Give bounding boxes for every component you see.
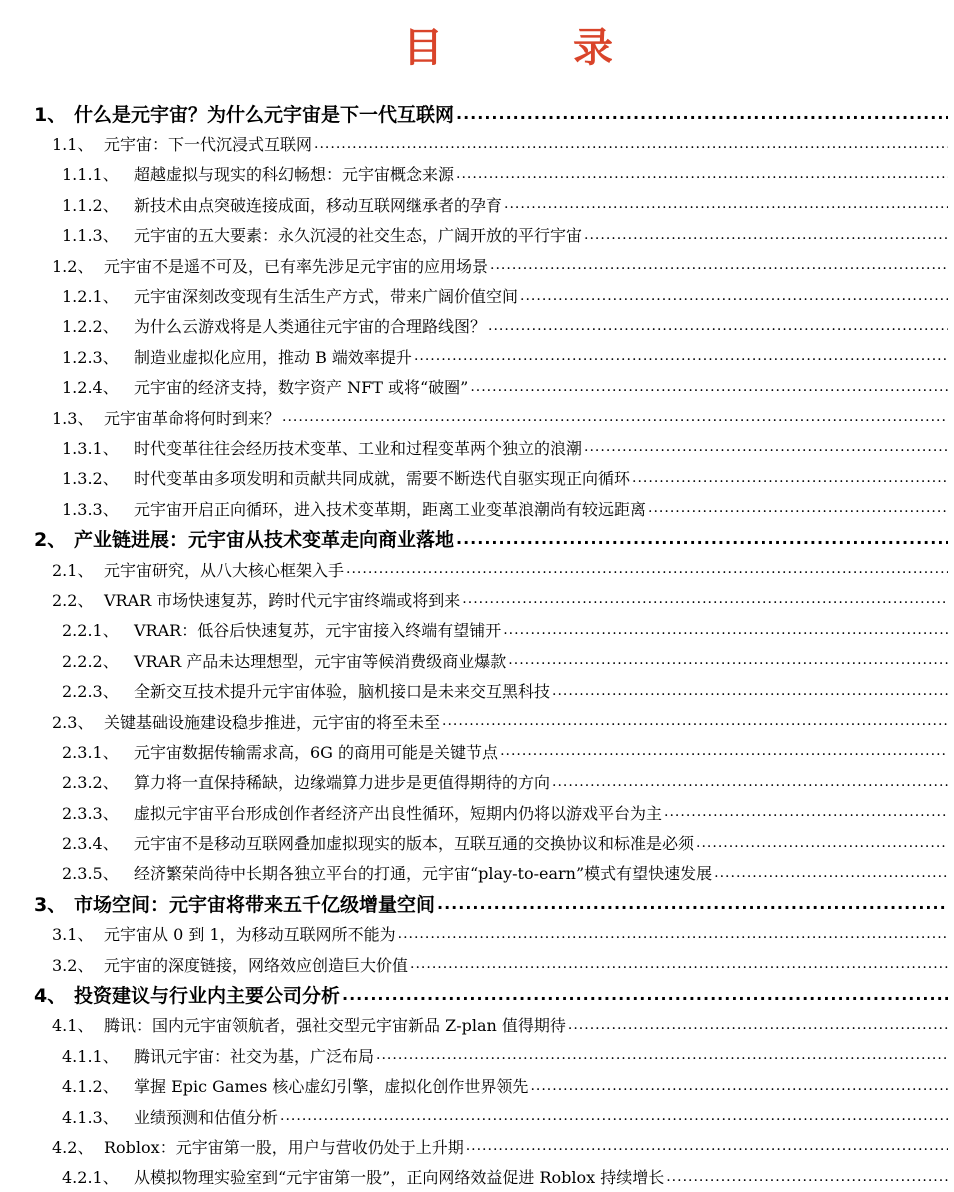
toc-entry-title: 元宇宙研究，从八大核心框架入手 (104, 560, 345, 580)
toc-entry-title: 元宇宙数据传输需求高，6G 的商用可能是关键节点 (134, 742, 499, 762)
toc-dot-leader (552, 683, 948, 699)
toc-dot-leader (437, 894, 948, 913)
toc-entry-level2[interactable] (0, 949, 954, 979)
toc-entry-level1[interactable] (0, 523, 954, 553)
toc-dot-leader (466, 1138, 948, 1154)
toc-entry-title: 元宇宙的深度链接，网络效应创造巨大价值 (104, 955, 409, 975)
toc-dot-leader (490, 257, 948, 273)
toc-entry-level3[interactable] (0, 432, 954, 462)
toc-entry-level3[interactable] (0, 220, 954, 250)
toc-entry-level3[interactable] (0, 1101, 954, 1131)
toc-entry-level2[interactable] (0, 402, 954, 432)
toc-dot-leader (552, 774, 948, 790)
toc-entry-number: 2.2.2、 (62, 651, 119, 671)
toc-entry-level1[interactable] (0, 98, 954, 128)
toc-entry-number: 4.1.1、 (62, 1046, 119, 1066)
toc-entry-title: 元宇宙深刻改变现有生活生产方式，带来广阔价值空间 (134, 287, 519, 307)
toc-dot-leader (488, 318, 948, 334)
table-of-contents (0, 98, 954, 1192)
toc-entry-number: 1.2.2、 (62, 317, 119, 337)
toc-entry-number: 2.3.3、 (62, 803, 119, 823)
toc-dot-leader (280, 1108, 948, 1124)
toc-entry-title: 虚拟元宇宙平台形成创作者经济产出良性循环，短期内仍将以游戏平台为主 (134, 803, 663, 823)
toc-entry-title: 为什么云游戏将是人类通往元宇宙的合理路线图？ (134, 317, 487, 337)
toc-dot-leader (376, 1047, 948, 1063)
toc-entry-title: VRAR 市场快速复苏，跨时代元宇宙终端或将到来 (104, 590, 461, 610)
toc-entry-number: 2.3.5、 (62, 864, 119, 884)
toc-entry-number: 3.1、 (52, 925, 94, 945)
toc-entry-number: 2.2.1、 (62, 621, 119, 641)
toc-dot-leader (410, 956, 948, 972)
toc-entry-number: 1.1.3、 (62, 226, 119, 246)
toc-entry-title: Roblox：元宇宙第一股，用户与营收仍处于上升期 (104, 1137, 464, 1157)
toc-entry-level3[interactable] (0, 372, 954, 402)
toc-entry-level2[interactable] (0, 706, 954, 736)
toc-entry-number: 1.2.1、 (62, 287, 119, 307)
toc-entry-level3[interactable] (0, 1040, 954, 1070)
toc-dot-leader (648, 500, 948, 516)
toc-entry-title: 什么是元宇宙？为什么元宇宙是下一代互联网 (74, 103, 455, 126)
toc-entry-number: 1.2.3、 (62, 347, 119, 367)
toc-entry-level3[interactable] (0, 645, 954, 675)
toc-entry-level3[interactable] (0, 159, 954, 189)
toc-entry-title: 产业链进展：元宇宙从技术变革走向商业落地 (74, 529, 455, 552)
toc-entry-title: 元宇宙不是移动互联网叠加虚拟现实的版本，互联互通的交换协议和标准是必须 (134, 834, 695, 854)
toc-entry-number: 1.1.2、 (62, 195, 119, 215)
toc-entry-number: 1.1、 (52, 135, 94, 155)
toc-entry-level3[interactable] (0, 463, 954, 493)
toc-entry-title: 投资建议与行业内主要公司分析 (74, 985, 341, 1008)
toc-entry-level3[interactable] (0, 280, 954, 310)
toc-entry-number: 4.1、 (52, 1016, 94, 1036)
toc-entry-level3[interactable] (0, 493, 954, 523)
toc-entry-title: 算力将一直保持稀缺，边缘端算力进步是更值得期待的方向 (134, 773, 551, 793)
toc-entry-number: 2.3.1、 (62, 742, 119, 762)
toc-entry-title: 业绩预测和估值分析 (134, 1107, 279, 1127)
toc-entry-number: 2.3.2、 (62, 773, 119, 793)
toc-entry-title: 超越虚拟与现实的科幻畅想：元宇宙概念来源 (134, 165, 455, 185)
toc-entry-number: 3.2、 (52, 955, 94, 975)
toc-entry-level3[interactable] (0, 341, 954, 371)
toc-entry-level1[interactable] (0, 888, 954, 918)
toc-entry-level1[interactable] (0, 979, 954, 1009)
toc-entry-title: 从模拟物理实验室到“元宇宙第一股”，正向网络效益促进 Roblox 持续增长 (134, 1168, 665, 1188)
toc-entry-number: 1、 (34, 103, 67, 126)
toc-entry-level3[interactable] (0, 827, 954, 857)
toc-dot-leader (696, 835, 948, 851)
toc-entry-number: 4.1.2、 (62, 1077, 119, 1097)
toc-entry-title: 元宇宙革命将何时到来？ (104, 408, 281, 428)
toc-entry-number: 1.1.1、 (62, 165, 119, 185)
toc-entry-title: 全新交互技术提升元宇宙体验，脑机接口是未来交互黑科技 (134, 682, 551, 702)
toc-dot-leader (414, 348, 948, 364)
toc-dot-leader (442, 713, 948, 729)
toc-dot-leader (584, 439, 948, 455)
toc-entry-level3[interactable] (0, 311, 954, 341)
toc-entry-level2[interactable] (0, 1010, 954, 1040)
toc-dot-leader (500, 743, 948, 759)
toc-entry-number: 4.1.3、 (62, 1107, 119, 1127)
toc-entry-level3[interactable] (0, 1162, 954, 1192)
toc-entry-level2[interactable] (0, 919, 954, 949)
toc-dot-leader (314, 136, 948, 152)
toc-entry-level2[interactable] (0, 128, 954, 158)
toc-entry-level2[interactable] (0, 584, 954, 614)
toc-entry-level2[interactable] (0, 1131, 954, 1161)
toc-entry-level3[interactable] (0, 736, 954, 766)
toc-dot-leader (520, 288, 948, 304)
toc-entry-number: 4.2、 (52, 1137, 94, 1157)
toc-dot-leader (456, 104, 948, 123)
toc-dot-leader (503, 622, 948, 638)
toc-dot-leader (346, 561, 948, 577)
toc-entry-title: 元宇宙的五大要素：永久沉浸的社交生态，广阔开放的平行宇宙 (134, 226, 583, 246)
toc-entry-number: 2.1、 (52, 560, 94, 580)
toc-entry-level3[interactable] (0, 767, 954, 797)
toc-entry-number: 2.3、 (52, 712, 94, 732)
toc-entry-title: 经济繁荣尚待中长期各独立平台的打通，元宇宙“play-to-earn”模式有望快速发展 (134, 864, 713, 884)
toc-entry-number: 2.2、 (52, 590, 94, 610)
toc-entry-number: 1.2、 (52, 256, 94, 276)
toc-dot-leader (398, 926, 948, 942)
toc-entry-level3[interactable] (0, 797, 954, 827)
toc-entry-title: 腾讯元宇宙：社交为基，广泛布局 (134, 1046, 375, 1066)
toc-entry-title: 元宇宙开启正向循环，进入技术变革期，距离工业变革浪潮尚有较远距离 (134, 499, 647, 519)
page-title: 目 录 (403, 25, 671, 71)
toc-dot-leader (342, 985, 948, 1004)
toc-dot-leader (456, 529, 948, 548)
toc-dot-leader (664, 804, 948, 820)
toc-entry-title: 元宇宙的经济支持，数字资产 NFT 或将“破圈” (134, 378, 469, 398)
toc-dot-leader (462, 591, 948, 607)
toc-entry-title: VRAR 产品未达理想型，元宇宙等候消费级商业爆款 (134, 651, 507, 671)
toc-entry-title: 市场空间：元宇宙将带来五千亿级增量空间 (74, 893, 436, 916)
toc-entry-title: 制造业虚拟化应用，推动 B 端效率提升 (134, 347, 412, 367)
toc-entry-title: 掌握 Epic Games 核心虚幻引擎，虚拟化创作世界领先 (134, 1077, 529, 1097)
toc-entry-level3[interactable] (0, 675, 954, 705)
toc-entry-level3[interactable] (0, 615, 954, 645)
toc-entry-number: 2、 (34, 529, 67, 552)
toc-dot-leader (568, 1017, 948, 1033)
toc-entry-title: VRAR：低谷后快速复苏，元宇宙接入终端有望铺开 (134, 621, 502, 641)
toc-entry-number: 4、 (34, 985, 67, 1008)
toc-entry-title: 新技术由点突破连接成面，移动互联网继承者的孕育 (134, 195, 503, 215)
toc-entry-number: 2.2.3、 (62, 682, 119, 702)
toc-entry-number: 3、 (34, 893, 67, 916)
toc-dot-leader (530, 1078, 948, 1094)
toc-entry-title: 元宇宙：下一代沉浸式互联网 (104, 135, 313, 155)
toc-entry-number: 2.3.4、 (62, 834, 119, 854)
toc-entry-level3[interactable] (0, 858, 954, 888)
toc-entry-title: 时代变革往往会经历技术变革、工业和过程变革两个独立的浪潮 (134, 438, 583, 458)
toc-dot-leader (714, 865, 948, 881)
toc-dot-leader (470, 379, 948, 395)
toc-entry-number: 1.3.1、 (62, 438, 119, 458)
toc-dot-leader (666, 1169, 948, 1185)
toc-dot-leader (456, 166, 948, 182)
toc-entry-number: 1.2.4、 (62, 378, 119, 398)
toc-dot-leader (584, 227, 948, 243)
toc-entry-level3[interactable] (0, 1071, 954, 1101)
toc-entry-title: 腾讯：国内元宇宙领航者，强社交型元宇宙新品 Z-plan 值得期待 (104, 1016, 566, 1036)
toc-entry-number: 1.3、 (52, 408, 94, 428)
toc-dot-leader (508, 652, 948, 668)
toc-entry-level2[interactable] (0, 554, 954, 584)
toc-entry-number: 1.3.3、 (62, 499, 119, 519)
toc-entry-level2[interactable] (0, 250, 954, 280)
toc-entry-level3[interactable] (0, 189, 954, 219)
toc-entry-number: 4.2.1、 (62, 1168, 119, 1188)
toc-dot-leader (282, 409, 948, 425)
toc-dot-leader (632, 470, 948, 486)
toc-entry-title: 元宇宙从 0 到 1，为移动互联网所不能为 (104, 925, 396, 945)
toc-entry-title: 元宇宙不是遥不可及，已有率先涉足元宇宙的应用场景 (104, 256, 489, 276)
toc-dot-leader (504, 196, 948, 212)
toc-entry-title: 关键基础设施建设稳步推进，元宇宙的将至未至 (104, 712, 441, 732)
toc-entry-title: 时代变革由多项发明和贡献共同成就，需要不断迭代自驱实现正向循环 (134, 469, 631, 489)
toc-entry-number: 1.3.2、 (62, 469, 119, 489)
